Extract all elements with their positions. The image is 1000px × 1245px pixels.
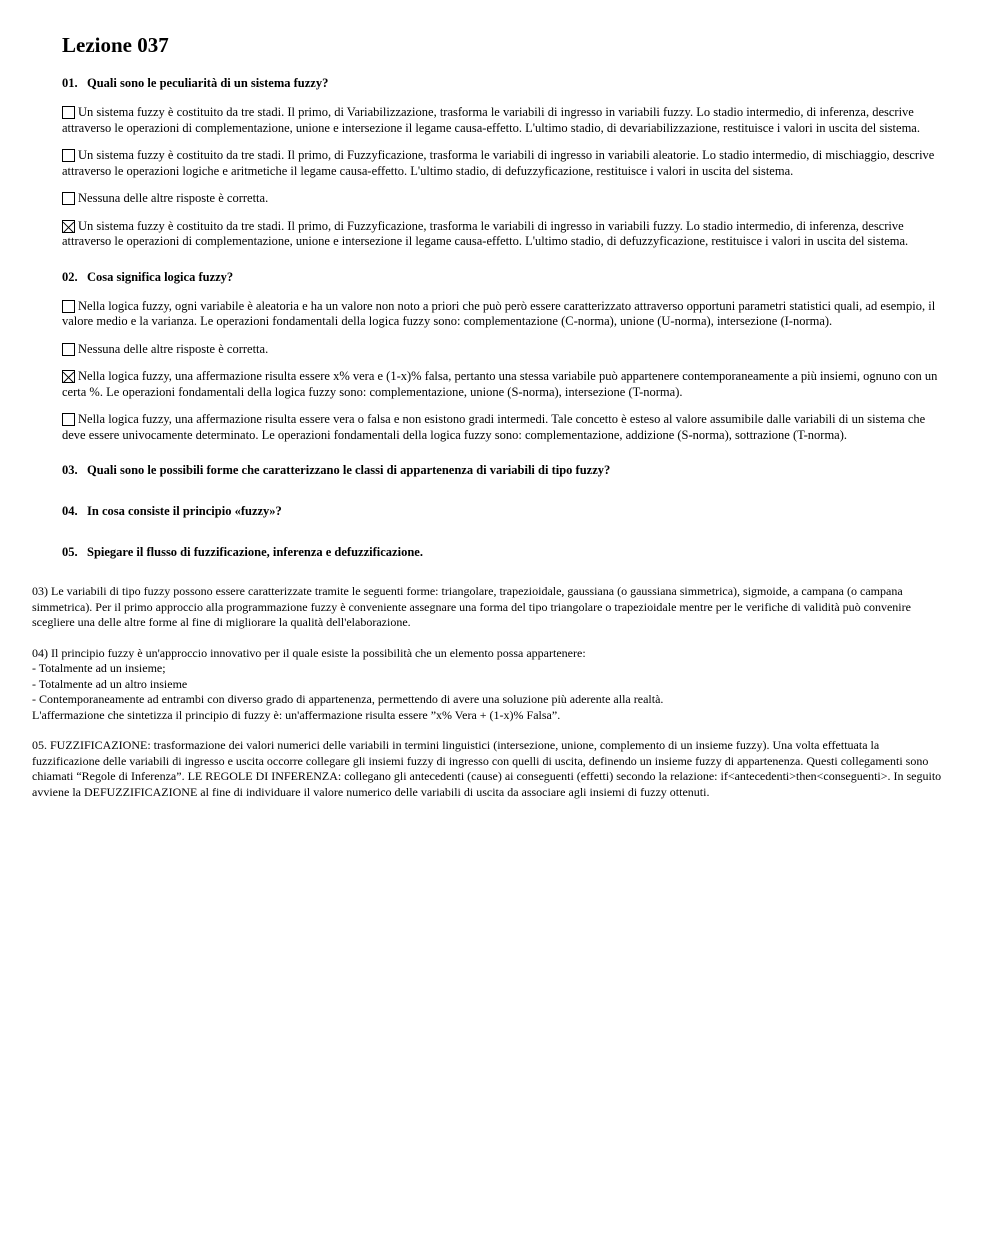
option-text: Nessuna delle altre risposte è corretta. [78,341,269,356]
question-text: Cosa significa logica fuzzy? [87,269,234,284]
answer-03: 03) Le variabili di tipo fuzzy possono essere caratterizzate tramite le seguenti forme: triangolare, trapezioidale, gaussiana (o gaussiana simmetrica), sigmoide, a campana (o campana simmetrica). Per il primo approccio alla programmazione fuzzy è conveniente assegnare una forma del tipo triangolare o trapezioidale mentre per le verifiche di validità può convenire scegliere una delle altre forme al fine di migliorare la qualità dell'elaborazione. [32,584,911,629]
answer-option-selected [62,219,942,250]
answer-option-selected [62,369,942,400]
answer-option [62,148,942,179]
checkbox-unchecked-icon[interactable] [62,149,75,162]
question-text: Spiegare il flusso di fuzzificazione, inferenza e defuzzificazione. [87,545,423,559]
question-03 [62,463,942,478]
answer-option [62,191,942,207]
answer-04 [32,646,942,724]
answer-option [62,412,942,443]
question-01 [62,76,942,91]
question-text: Quali sono le possibili forme che caratterizzano le classi di appartenenza di variabili di tipo fuzzy? [87,463,611,477]
checkbox-unchecked-icon[interactable] [62,413,75,426]
answer-04-line: L'affermazione che sintetizza il principio di fuzzy è: un'affermazione risulta essere ”x% Vera + (1-x)% Falsa”. [32,707,561,722]
checkbox-unchecked-icon[interactable] [62,106,75,119]
quiz-section [62,76,942,586]
question-02 [62,270,942,285]
option-text: Un sistema fuzzy è costituito da tre stadi. Il primo, di Fuzzyficazione, trasforma le variabili di ingresso in variabili aleatorie. Lo stadio intermedio, di mischiaggio, descrive attraverso le operazioni logiche e aritmetiche il legame causa-effetto. L'ultimo stadio, di defuzzyficazione, restituisce i valori in uscita del sistema. [62,148,935,178]
lesson-title: Lezione 037 [62,33,169,57]
option-text: Un sistema fuzzy è costituito da tre stadi. Il primo, di Fuzzyficazione, trasforma le variabili di ingresso in variabili fuzzy. Lo stadio intermedio, di inferenza, descrive attraverso le operazioni di complementazione, unione e intersezione il legame causa-effetto. L'ultimo stadio, di defuzzyficazione, restituisce i valori in uscita del sistema. [62,218,909,248]
question-number: 01. [62,76,78,90]
option-text: Nella logica fuzzy, ogni variabile è aleatoria e ha un valore non noto a priori che può però essere caratterizzato attraverso opportuni parametri statistici quali, ad esempio, il valore medio e la varianza. Le operazioni fondamentali della logica fuzzy sono: complementazione (C-norma), unione (U-norma), intersezione (I-norma). [62,298,936,328]
question-number: 03. [62,463,78,477]
answer-04-line: 04) Il principio fuzzy è un'approccio innovativo per il quale esiste la possibilità che un elemento possa appartenere: [32,645,586,660]
checkbox-unchecked-icon[interactable] [62,192,75,205]
checkbox-checked-icon[interactable] [62,220,75,233]
checkbox-unchecked-icon[interactable] [62,300,75,313]
option-text: Nella logica fuzzy, una affermazione risulta essere vera o falsa e non esistono gradi intermedi. Tale concetto è esteso al valore assumibile dalle variabili di un sistema che deve essere univocamente determinato. Le operazioni fondamentali della logica fuzzy sono: complementazione, addizione (S-norma), sottrazione (T-norma). [62,412,926,442]
question-number: 02. [62,269,78,284]
question-block-03 [62,463,942,478]
question-block-01 [62,76,942,250]
answer-04-line: - Totalmente ad un insieme; [32,661,166,675]
answer-04-line: - Contemporaneamente ad entrambi con diverso grado di appartenenza, permettendo di avere una soluzione più aderente alla realtà. [32,692,664,706]
open-answers-section [32,584,942,815]
option-text: Un sistema fuzzy è costituito da tre stadi. Il primo, di Variabilizzazione, trasforma le variabili di ingresso in variabili fuzzy. Lo stadio intermedio, di inferenza, descrive attraverso le operazioni di complementazione, unione e intersezione il legame causa-effetto. L'ultimo stadio, di devariabilizzazione, restituisce i valori in uscita del sistema. [62,105,920,135]
question-block-04 [62,504,942,519]
option-text: Nella logica fuzzy, una affermazione risulta essere x% vera e (1-x)% falsa, pertanto una stessa variabile può appartenere contemporaneamente a più insiemi, ognuno con un certa %. Le operazioni fondamentali della logica fuzzy sono: complementazione, unione (S-norma), intersezione (T-norma). [62,369,938,399]
question-05 [62,545,942,560]
answer-option [62,105,942,136]
question-text: In cosa consiste il principio «fuzzy»? [87,504,282,518]
question-text: Quali sono le peculiarità di un sistema fuzzy? [87,76,329,90]
question-04 [62,504,942,519]
answer-05: 05. FUZZIFICAZIONE: trasformazione dei valori numerici delle variabili in termini linguistici (intersezione, unione, complemento di un insieme fuzzy). Una volta effettuata la fuzzificazione delle variabili di ingresso e uscita occorre collegare gli insiemi fuzzy di ingresso con quelli di uscita, definendo un insieme fuzzy di appartenenza. Questi collegamenti sono chiamati “Regole di Inferenza”. LE REGOLE DI INFERENZA: collegano gli antecedenti (cause) ai conseguenti (effetti) secondo la relazione: if<antecedenti>then<conseguenti>. In seguito avviene la DEFUZZIFICAZIONE al fine di individuare il valore numerico delle variabili di uscita da associare agli insiemi di fuzzy ottenuti. [32,738,942,799]
question-block-02 [62,270,942,444]
question-block-05 [62,545,942,560]
checkbox-unchecked-icon[interactable] [62,343,75,356]
option-text: Nessuna delle altre risposte è corretta. [78,191,269,205]
checkbox-checked-icon[interactable] [62,370,75,383]
answer-option [62,342,942,358]
question-number: 05. [62,545,78,559]
question-number: 04. [62,504,78,518]
answer-04-line: - Totalmente ad un altro insieme [32,676,188,691]
answer-option [62,299,942,330]
